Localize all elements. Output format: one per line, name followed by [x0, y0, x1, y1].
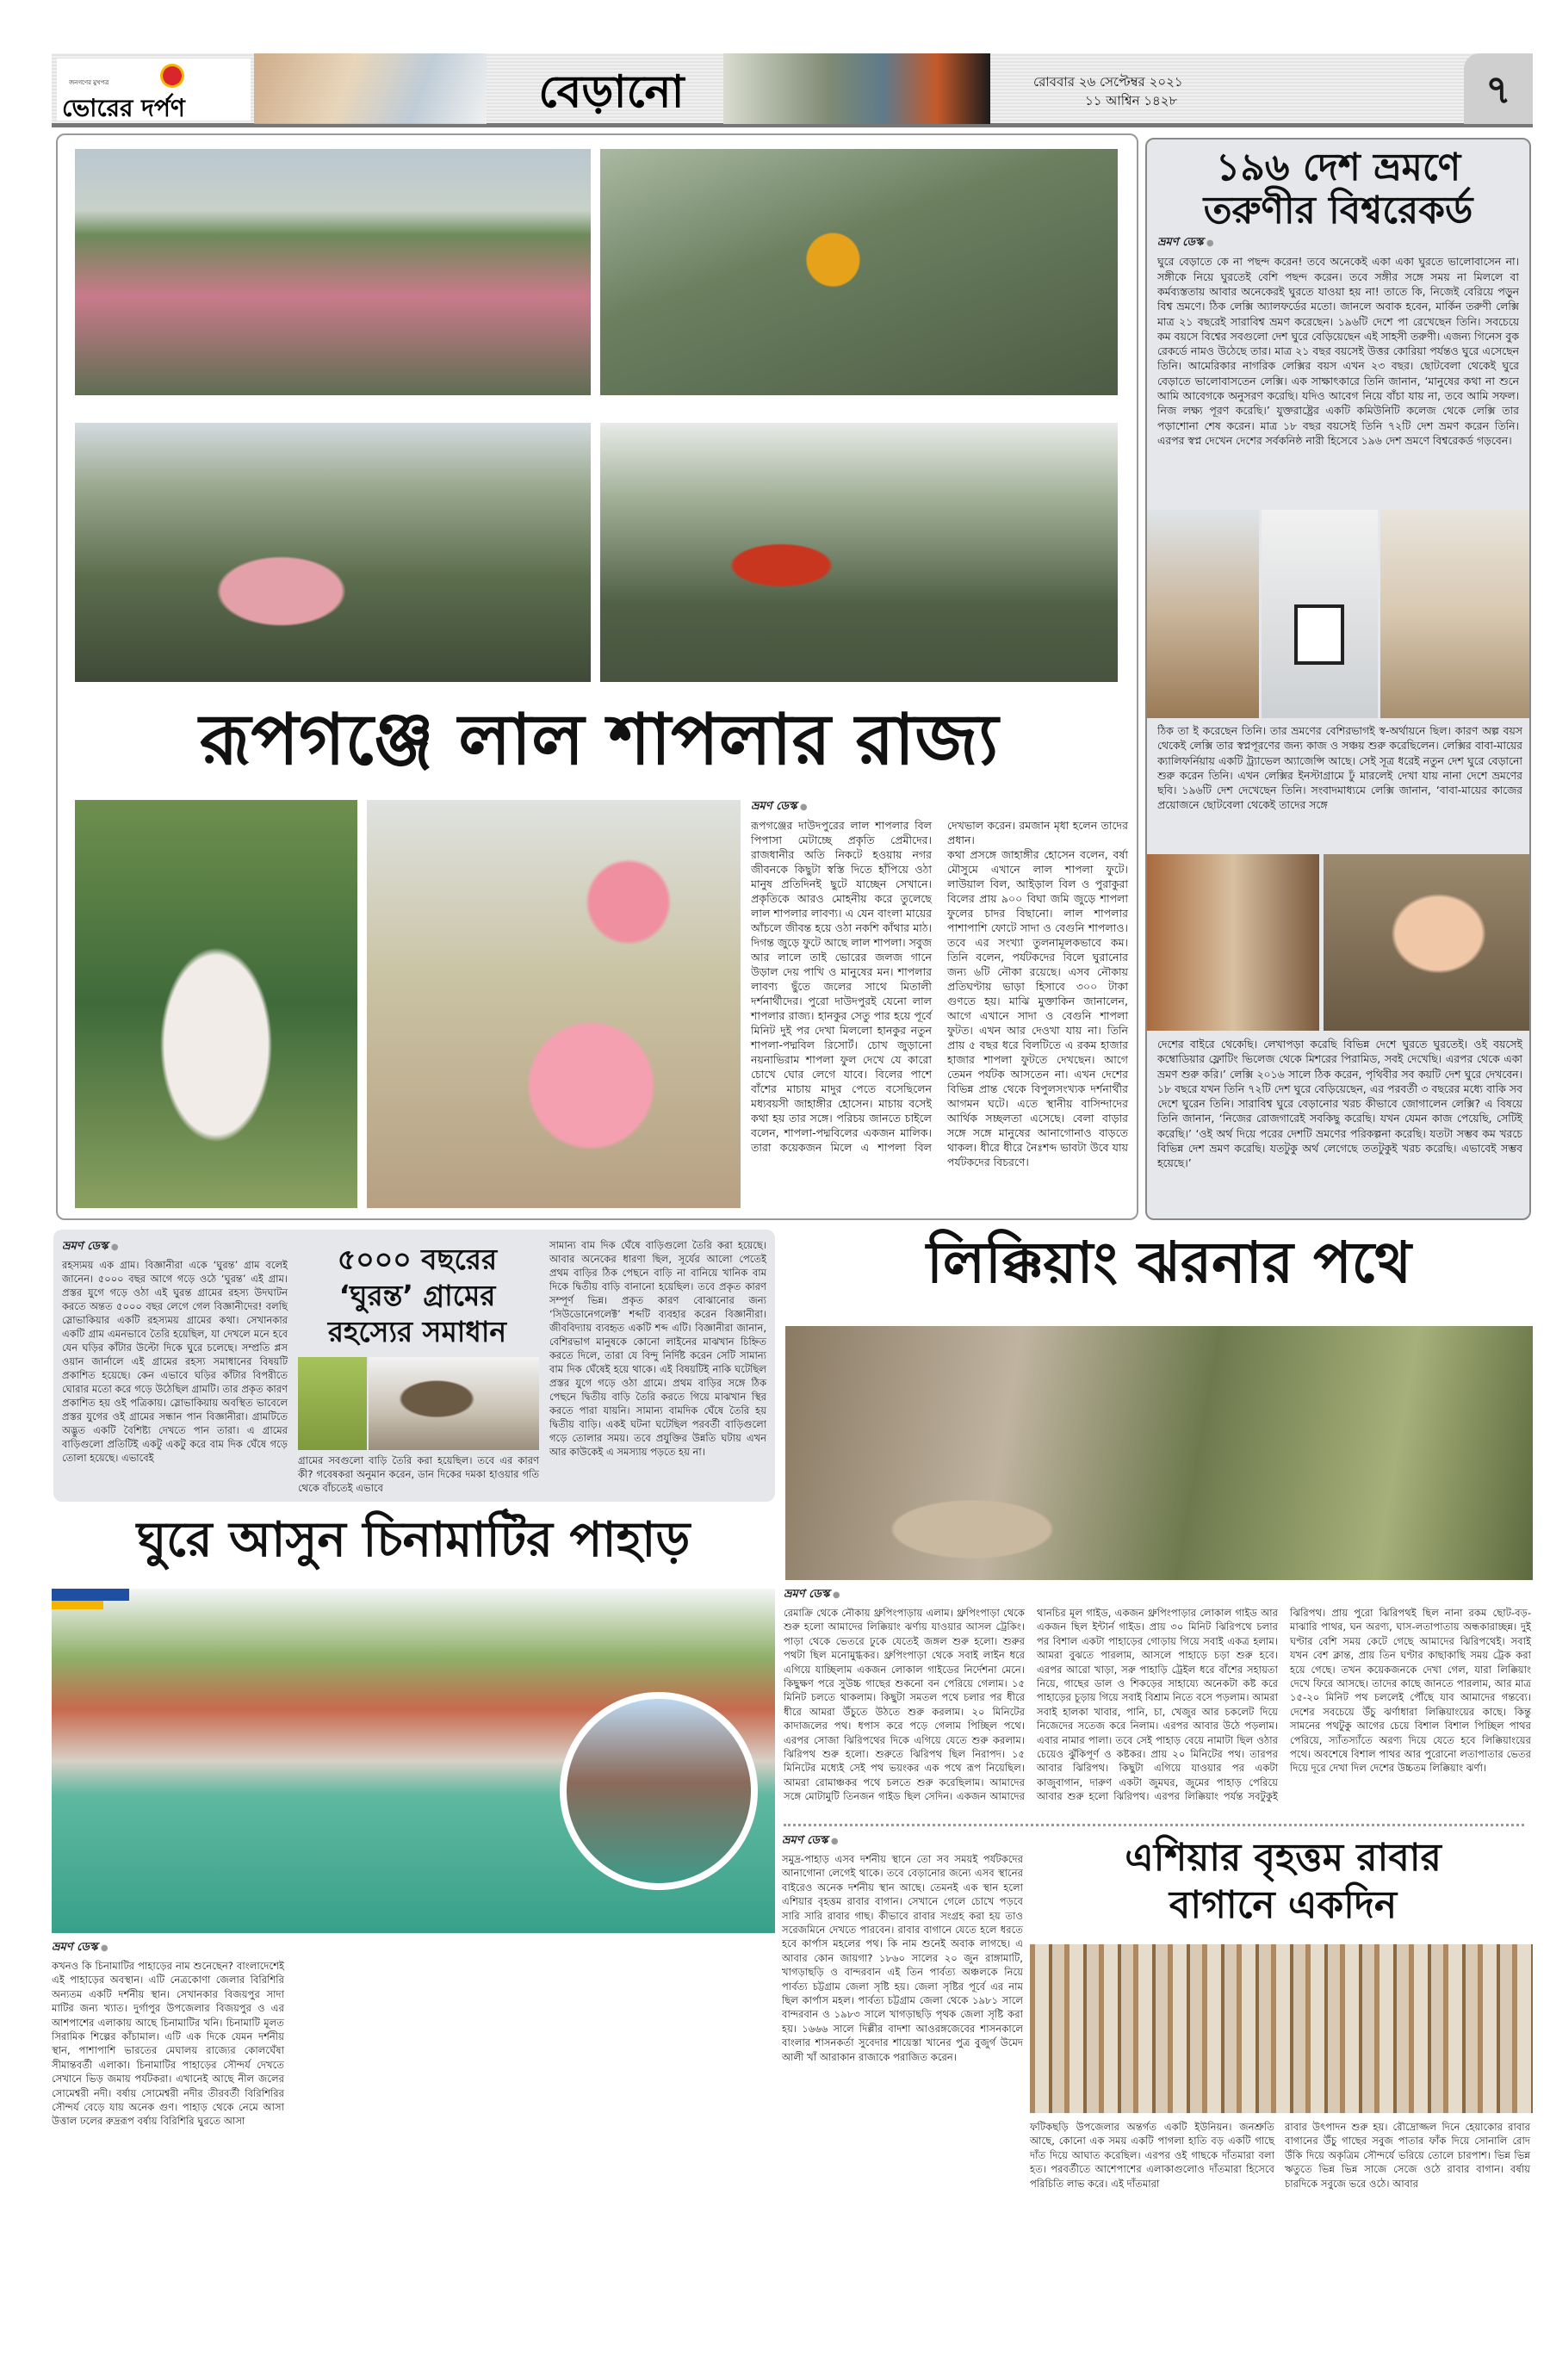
photo-girl-with-lotus	[365, 798, 742, 1210]
rubber-text	[782, 1832, 1023, 2353]
photo-lotus-woman-lying	[73, 798, 359, 1210]
lead-body-p2: কথা প্রসঙ্গে জাহাঙ্গীর হোসেন বলেন, বর্ষা মৌসুমে এখানে লাল শাপলা ফুটে। লাউয়াল বিল, আইড়াল বিল ও পুরাকুরা বিলের প্রায় ৯০০ বিঘা জমি জুড়ে শাপলা ফুলের চাদর বিছানো। লাল শাপলার পাশাপাশি ফোটে সাদা ও বেগুনি শাপলাও। তবে এর সংখ্যা তুলনামূলকভাবে কম। তিনি বলেন, পর্যটকদের বিলে ঘুরানোর জন্য ৬টি নৌকা রয়েছে। এসব নৌকায় প্রতিঘণ্টায় ভাড়া হিসাবে ৩০০ টাকা গুণতে হয়। মাঝি মুক্তাকিন জানালেন, আগে এখানে সাদা ও বেগুনি শাপলা ফুটত। এখন আর দেওখা যায় না। তিনি প্রায় ৫ বছর ধরে বিলটিতে এ রকম হাজার হাজার শাপলা ফুটতে দেখছেন। আগে তেমন পর্যটক আসতেন না। এখন দেশের বিভিন্ন প্রান্ত থেকে বিপুলসংখ্যক দর্শনার্থীর আগমন ঘটে। এতে স্থানীয় বাসিন্দাদের আর্থিক সচ্ছলতা এসেছে। বেলা বাড়ার সঙ্গে সঙ্গে মানুষের আনাগোনাও বাড়তে থাকল। ধীরে ধীরে নৈঃশব্দ ভাবটা উবে যায় পর্যটকদের বিচরণে।	[947, 848, 1128, 1168]
sun-icon	[160, 64, 184, 88]
waterfall-text	[784, 1586, 1531, 1819]
hill-headline: ঘুরে আসুন চিনামাটির পাহাড়	[136, 1512, 691, 1568]
sidebar-para-2: ঠিক তা ই করেছেন তিনি। তার ভ্রমণের বেশিরভাগই স্ব-অর্থায়নে ছিল। কারণ অল্প বয়স থেকেই লেক্সি তার স্বপ্নপূরণের জন্য কাজ ও সঞ্চয় শুরু করেছিলেন। লেক্সির বাবা-মায়ের ক্যালিফর্নিয়ায় একটি ট্র্যাভেল অ্যাজেন্সি আছে। সেই সূত্র ধরেই নতুন দেশ ঘুরে বেড়ানো শুরু করেন তিনি। এখন লেক্সির ইনস্টাগ্রামে ঢুঁ মারলেই দেখা যায় নানা দেশে ভ্রমণের ছবি। ১৯৬টি দেশ দেখেছেন তিনি। সংবাদমাধ্যমে লেক্সি জানান, ‘বাবা-মায়ের কাজের প্রয়োজনে ছোটবেলা থেকেই তাদের সঙ্গে	[1157, 724, 1522, 812]
sidebar-headline-2: তরুণীর বিশ্বরেকর্ড	[1203, 189, 1473, 233]
sidebar-byline: ভ্রমণ ডেস্ক ●	[1157, 234, 1519, 252]
logo[interactable]	[57, 59, 251, 121]
waterfall-byline: ভ্রমণ ডেস্ক ●	[784, 1586, 1531, 1604]
photo-thatched-huts	[369, 1357, 539, 1450]
photo-lexie-desert	[1147, 510, 1259, 718]
photo-lexie-guinness-certificate	[1262, 510, 1378, 718]
photo-trekking-trail	[785, 1326, 1533, 1580]
rubber-byline: ভ্রমণ ডেস্ক ●	[782, 1832, 1023, 1850]
village-col-2: গ্রামের সবগুলো বাড়ি তৈরি করা হয়েছিল। তবে এর কারণ কী? গবেষকরা অনুমান করেন, ডান দিকের দমকা হাওয়ার গতি থেকে বাঁচতেই এভাবে	[298, 1454, 539, 1494]
logo-tagline: জনগণের মুখপত্র	[69, 79, 109, 86]
date-line-2: ১১ আশ্বিন ১৪২৮	[1085, 93, 1178, 108]
photo-lotus-boat-children	[73, 147, 592, 397]
sidebar-para-3: দেশের বাইরে থেকেছি। লেখাপড়া করেছি বিভিন্ন দেশে ঘুরতে ঘুরতেই। ওই বয়সেই কম্বোডিয়ার ফ্লোটিং ভিলেজ থেকে মিশরের পিরামিড, সবই দেখেছি। এরপর থেকে একা ভ্রমণ শুরু করি।’ লেক্সি ২০১৬ সালে ঠিক করেন, পৃথিবীর সব কয়টি দেশ ঘুরে দেখবেন। ১৮ বছরে যখন তিনি ৭২টি দেশ ঘুরে বেড়িয়েছেন, এর পরবর্তী ৩ বছরের মধ্যে বাকি সব দেশে ঘুরেন তিনি। সারাবিশ্ব ঘুরে বেড়ানোর খরচ কীভাবে জোগালেন লেক্সি? এ বিষয়ে তিনি জানান, ‘নিজের রোজগারেই সবকিছু করেছি। যখন যেমন কাজ পেয়েছি, সেটিই করেছি।’ ‘ওই অর্থ দিয়ে পরের দেশটি ভ্রমণের পরিকল্পনা করেছি। যতটা সম্ভব কম খরচে বিভিন্ন দেশ ভ্রমণ করেছি। যতটুকু অর্থ লেগেছে ততটুকুই খরচ করেছি। এভাবেই সম্ভব হয়েছে।’	[1157, 1038, 1522, 1170]
photo-lexie-horse	[1380, 510, 1531, 718]
sidebar-para-1: ঘুরে বেড়াতে কে না পছন্দ করেন! তবে অনেকেই একা একা ঘুরতে ভালোবাসেন না। সঙ্গীকে নিয়ে ঘুরতেই বেশি পছন্দ করেন। তবে সঙ্গীর সঙ্গে সময় না মিললে বা কর্মব্যস্ততায় আবার অনেকেরই ঘুরতে যাওয়া হয় না! তাতে কি, নিজেই বেরিয়ে পড়ুন বিশ্ব ভ্রমণে। ঠিক লেক্সি অ্যালফর্ডের মতো। জানলে অবাক হবেন, মার্কিন তরুণী লেক্সি মাত্র ২১ বছরেই সারাবিশ্ব ভ্রমণ করেছেন। ১৯৬টি দেশে পা রেখেছেন তিনি। সবচেয়ে কম বয়সে বিশ্বের সবগুলো দেশ ঘুরে বেড়িয়েছেন এই সাহসী তরুণী। এজন্য গিনেস বুক রেকর্ডে নামও উঠেছে তার। মাত্র ২১ বছর বয়সেই উত্তর কোরিয়া পর্যন্তও ঘুরে এসেছেন তিনি। আমেরিকার নাগরিক লেক্সির বয়স এখন ২৩ বছর। ছোটবেলা থেকেই ঘুরে বেড়াতে ভালোবাসতেন লেক্সি। এক সাক্ষাৎকারে তিনি জানান, ‘মানুষের কথা না শুনে আমি আবেগকে অনুসরণ করেছি। যদিও আবেগ নিয়ে বাঁচা যায় না, তবে আমি সফল। নিজ লক্ষ্য পূরণ করেছি।’ যুক্তরাষ্ট্রের একটি কমিউনিটি কলেজ থেকে লেক্সি তার পড়াশোনা শেষ করেন। মাত্র ১৮ বছর বয়সেই তিনি ৭২টি দেশ ভ্রমণ করেন তিনি। এরপর স্বপ্ন দেখেন দেশের সর্বকনিষ্ঠ নারী হিসেবে ১৯৬ দেশ ভ্রমণে বিশ্বরেকর্ড গড়বেন।	[1157, 255, 1519, 447]
village-headline-3: রহস্যের সমাধান	[327, 1315, 507, 1348]
accent-yellow-bar	[52, 1601, 103, 1609]
photo-china-clay-hill	[52, 1589, 775, 1933]
rubber-col-a: ফটিকছড়ি উপজেলার অন্তর্গত একটি ইউনিয়ন। জনশ্রুতি আছে, কোনো এক সময় একটি পাগলা হাতি বড় একটি গাছে দাঁত দিয়ে আঘাত করেছিল। এরপর ওই গাছকে দাঁতমারা বলা হত। পরবর্তীতে আশেপাশের এলাকাগুলোও দাঁতমারা হিসেবে পরিচিতি লাভ করে। এই দাঁতমারা	[1030, 2121, 1274, 2190]
rubber-headline-2: বাগানে একদিন	[1169, 1883, 1398, 1927]
hill-body: কখনও কি চিনামাটির পাহাড়ের নাম শুনেছেন? বাংলাদেশেই এই পাহাড়ের অবস্থান। এটি নেত্রকোণা জেলার বিরিশিরি অন্যতম একটি দর্শনীয় স্থান। সেখানকার বিজয়পুর সাদা মাটির জন্য খ্যাত। দুর্গাপুর উপজেলার বিজয়পুর ও এর আশপাশের এলাকায় আছে চিনামাটির খনি। চিনামাটি মূলত সিরামিক শিল্পের কাঁচামাল। এটি এক দিকে যেমন দর্শনীয় স্থান, পাশাপাশি ভারতের মেঘালয় রাজ্যের কোলঘেঁষা সীমান্তবর্তী এলাকা। চিনামাটির পাহাড়ের সৌন্দর্য দেখতে সেখানে ভিড় জমায় পর্যটকরা। এখানেই আছে নীল জলের সোমেশ্বরী নদী। বর্ষায় সোমেশ্বরী নদীর তীরবর্তী বিরিশিরির সৌন্দর্য বেড়ে যায় অনেক গুণ। পাহাড় থেকে নেমে আসা উত্তাল ঢলের রুদ্ররূপ বর্ষায় বিরিশিরি ঘুরতে আসা	[52, 1960, 284, 2128]
photo-lotus-woman-glasses	[73, 421, 592, 684]
lead-headline: রূপগঞ্জে লাল শাপলার রাজ্য	[199, 699, 999, 781]
sidebar-story	[1145, 138, 1531, 1220]
photo-lexie-window	[1147, 854, 1319, 1031]
sidebar-headline-1: ১৯৬ দেশ ভ্রমণে	[1215, 146, 1461, 189]
photo-stonehenge	[298, 1357, 367, 1450]
rubber-col-b: রাবার উৎপাদন শুরু হয়। রৌদ্রোজ্জল দিনে হেয়াকোর রাবার বাগানের উঁচু গাছের সবুজ পাতার ফাঁক দিয়ে সোনালি রোদ উঁকি দিয়ে অকৃত্রিম সৌন্দর্যে ভরিয়ে তোলে চারপাশ। ভিন্ন ভিন্ন ঋতুতে ভিন্ন ভিন্ন সাজে সেজে ওঠে রাবার বাগান। বর্ষায় চারদিকে সবুজে ভরে ওঠে। আবার	[1285, 2121, 1530, 2190]
lead-byline: ভ্রমণ ডেস্ক ●	[751, 798, 1128, 816]
waterfall-headline: লিক্কিয়াং ঝরনার পথে	[926, 1230, 1412, 1296]
lead-body-p1: রূপগঞ্জের দাউদপুরের লাল শাপলার বিল পিপাসা মেটাচ্ছে প্রকৃতি প্রেমীদের। রাজধানীর অতি নিকটে হওয়ায় নগর জীবনকে কিছুটা স্বস্তি দিতে হাঁপিয়ে ওঠা মানুষ প্রতিদিনই ছুটে যাচ্ছেন সেখানে। প্রকৃতিকে আরও মোহনীয় করে তুলেছে লাল শাপলার লাবণ্য। এ যেন বাংলা মায়ের আঁচলে জীবন্ত হয়ে ওঠা নকশি কাঁথার মাঠ। দিগন্ত জুড়ে ফুটে আছে লাল শাপলা। সবুজ আর লালে তাই ভোরের জলজ গানে উড়াল দেয় পাখি ও মানুষের মন। শাপলার লাবণ্য ছুঁতে জলের সাথে মিতালী দর্শনার্থীদের। পুরো দাউদপুরই যেনো লাল শাপলার রাজ্য। হানকুর সেতু পার হয়ে পূর্বে মিনিট দুই পর দেখা মিললো হানকুর নতুন শাপলা-পদ্মবিল রিসোর্ট। চোখ জুড়ানো নয়নাভিরাম শাপলা ফুল দেখে যে কারো চোখে ঘোর লেগে যাবে। বিলের পাশে বাঁশের মাচায় মাদুর পেতে বসেছিলেন মধ্যবয়সী জাহাঙ্গীর হোসেন। মাচায় বসেই কথা হয় তার সঙ্গে। পরিচয় জানতে চাইলে বলেন, শাপলা-পদ্মবিলের একজন মালিক। তারা কয়েকজন মিলে এ শাপলা বিল দেখভাল করেন। রমজান মৃধা হলেন তাদের প্রধান।	[751, 819, 1128, 1154]
lead-story	[56, 133, 1138, 1220]
photo-lotus-woman-boat	[598, 147, 1119, 397]
masthead-photo-right	[723, 53, 990, 124]
inset-photo-lake	[560, 1692, 758, 1890]
village-story	[53, 1230, 775, 1502]
hill-byline: ভ্রমণ ডেস্ক ●	[52, 1939, 775, 1957]
masthead	[52, 53, 1533, 127]
waterfall-body: রেমাক্রি থেকে নৌকায় থ্রুপিংপাড়ায় এলাম। থ্রুপিংপাড়া থেকে শুরু হলো আমাদের লিক্কিয়াং ঝর্ণায় যাওয়ার আসল ট্রেকিং। পাড়া থেকে ভেতরে ঢুকে যেতেই জঙ্গল শুরু হলো। শুরুর পথটা ছিল মনোমুগ্ধকর। থ্রুপিংপাড়া থেকে সবাই লাইন ধরে এগিয়ে যাচ্ছিলাম একজন লোকাল গাইডের নির্দেশনা মেনে। কিছুক্ষণ পরে সুউচ্চ গাছের শুকনো বন পেরিয়ে গেলাম। ১৫ মিনিট চলতে থাকলাম। কিছুটা সমতল পথে চলার পর ধীরে ধীরে আমরা উঁচুতে উঠতে শুরু করলাম। ২০ মিনিটের কাদাজলের পথ। ধপাস করে পড়ে গেলাম পিচ্ছিল পথে। এরপর সোজা ঝিরিপথের দিকে এগিয়ে যেতে শুরু করলাম। ঝিরিপথ শুরু হলো। শুরুতে ঝিরিপথ ছিল নিরাপদ। ১৫ মিনিটের মধ্যেই সেই পথ ভয়ংকর এক পথে রূপ নিয়েছিল। আমরা রোমাঞ্চকর পথে চলতে শুরু করেছিলাম। আমাদের সঙ্গে মোটামুটি তিনজন গাইড ছিল সেদিন। একজন আমাদের থানচির মূল গাইড, একজন থ্রুপিংপাড়ার লোকাল গাইড আর একজন ছিল ইন্টার্ন গাইড। প্রায় ৩০ মিনিট ঝিরিপথে চলার পর বিশাল একটা পাহাড়ের গোড়ায় গিয়ে সবাই একত্র হলাম। আমরা বুঝতে পারলাম, আসলে পাহাড়ে চড়া শুরু হবে। এরপর আরো খাড়া, সরু পাহাড়ি ট্রেইল ধরে বাঁশের সহায়তা নিয়ে, গাছের ডাল ও শিকড়ের সাহায্যে অনেকটা কষ্ট করে পাহাড়ের চূড়ায় গিয়ে সবাই বিশ্রাম নিতে বসে পড়লাম। আমরা সবাই হালকা খাবার, পানি, চা, খেজুর আর চকলেট দিয়ে নিজেদের সতেজ করে নিলাম। এরপর আবার উঠে পড়লাম। এবার নামার পালা। তবে সেই পাহাড় বেয়ে নামাটা ছিল ওঠার চেয়েও ঝুঁকিপূর্ণ ও কষ্টকর। প্রায় ২০ মিনিটের পথ। তারপর আবার ঝিরিপথ। কিছুটা এগিয়ে যাওয়ার পর একটা কাজুবাগান, দারুণ একটা জুমঘর, জুমের পাহাড় পেরিয়ে আবার শুরু হলো ঝিরিপথ। এরপর লিক্কিয়াং পর্যন্ত সবটুকুই ঝিরিপথ। প্রায় পুরো ঝিরিপথই ছিল নানা রকম ছোট-বড়-মাঝারি পাথর, ঘন অরণ্য, ঘাস-লতাপাতায় অন্ধকারাচ্ছন্ন। দুই ঘণ্টার বেশি সময় কেটে গেছে আমাদের ঝিরিপথেই। সবাই যখন বেশ ক্লান্ত, প্রায় তিন ঘণ্টার কাছাকাছি সময় ট্রেক করা হয়ে গেছে। তখন কয়েকজনকে দেখা গেল, যারা লিক্কিয়াং দেখে ফিরে আসছে। তাদের কাছে জানতে পারলাম, আর মাত্র ১৫-২০ মিনিট পথ চললেই পৌঁছে যাব আমাদের গন্তব্যে। দেশের সবচেয়ে উঁচু ঝর্ণাধারা লিক্কিয়াংয়ের কাছে। কিন্তু সামনের পথটুকু আগের চেয়ে বিশাল বিশাল পিচ্ছিল পাথর পেরিয়ে, স্যাঁতস্যাঁতে অরণ্য দিয়ে যেতে হবে লিক্কিয়াংয়ের পথে। অবশেষে বিশাল পাথর আর পুরোনো লতাপাতার ভেতর দিয়ে দূরে দেখা দিল দেশের উচ্চতম লিক্কিয়াং ঝর্ণা।	[784, 1607, 1531, 1803]
masthead-photo-left	[254, 53, 487, 124]
photo-lotus-woman-red	[598, 421, 1119, 684]
section-title: বেড়ানো	[538, 66, 685, 118]
village-headline-2: ‘ঘুরন্ত’ গ্রামের	[338, 1279, 496, 1312]
photo-rubber-trees	[1030, 1944, 1533, 2113]
village-byline: ভ্রমণ ডেস্ক ●	[62, 1238, 288, 1256]
rubber-body: সমুদ্র-পাহাড় এসব দর্শনীয় স্থানে তো সব সময়ই পর্যটকদের আনাগোনা লেগেই থাকে। তবে বেড়ানোর জন্যে এসব স্থানের বাইরেও অনেক দর্শনীয় স্থান আছে। তেমনই এক স্থান হলো এশিয়ার বৃহত্তম রাবার বাগান। সেখানে গেলে চোখে পড়বে সারি সারি রাবার গাছ। কীভাবে রাবার সংগ্রহ করা হয় তাও সরেজমিনে দেখতে পারবেন। রাবার বাগানে যেতে হলে ধরতে হবে কার্পাস মহলের পথ। কি নাম শুনেই অবাক লাগছে। এ আবার কোন জায়গা? ১৮৬০ সালের ২০ জুন রাঙ্গামাটি, খাগড়াছড়ি ও বান্দরবান এই তিন পার্বত্য অঞ্চলকে নিয়ে পার্বত্য চট্টগ্রাম জেলা সৃষ্টি হয়। জেলা সৃষ্টির পূর্বে এর নাম ছিল কার্পাস মহল। পার্বত্য চট্টগ্রাম জেলা থেকে ১৯৮১ সালে বান্দরবান ও ১৯৮৩ সালে খাগড়াছড়ি পৃথক জেলা সৃষ্টি করা হয়। ১৬৬৬ সালে দিল্লীর বাদশা আওরঙ্গজেবের শাসনকালে বাংলার শাসনকর্তা সুবেদার শায়েস্তা খানের পুত্র বুজুর্গ উমেদ আলী খাঁ আরাকান রাজাকে পরাজিত করেন।	[782, 1853, 1023, 2063]
divider	[784, 1824, 1524, 1826]
logo-text: ভোরের দর্পণ	[62, 94, 185, 122]
rubber-headline-1: এশিয়ার বৃহত্তম রাবার	[1125, 1836, 1442, 1880]
accent-blue-bar	[52, 1589, 129, 1601]
lead-story-text	[751, 798, 1128, 1212]
page-number: ৭	[1485, 66, 1511, 113]
certificate-icon	[1294, 604, 1344, 665]
date-line-1: রোববার ২৬ সেপ্টেম্বর ২০২১	[1033, 74, 1183, 90]
village-col-3: সামান্য বাম দিক ঘেঁষে বাড়িগুলো তৈরি করা হয়েছে। আবার অনেকের ধারণা ছিল, সূর্যের আলো পেতেই প্রথম বাড়ির ঠিক পেছনে বাড়ি না বানিয়ে খানিক বাম দিকে দ্বিতীয় বাড়ি বানানো হয়েছিল। তবে প্রকৃত কারণ সম্পূর্ণ ভিন্ন। প্রকৃত কারণ বোঝানোর জন্য ‘সিউডোনেগলেক্ট’ শব্দটি ব্যবহার করেন বিজ্ঞানীরা। জীববিদ্যায় ব্যবহৃত একটি শব্দ এটি। বিজ্ঞানীরা জানান, বেশিরভাগ মানুষকে কোনো লাইনের মাঝখান চিহ্নিত করতে দিলে, তারা যে বিন্দু নির্দিষ্ট করেন সেটি সামান্য বাম দিক ঘেঁষেই হয়ে থাকে। এই বিষয়টিই নাকি ঘটেছিল প্রস্তর যুগে গড়ে ওঠা গ্রামে। প্রথম বাড়ির সঙ্গে ঠিক পেছনে দ্বিতীয় বাড়ি তৈরি করতে গিয়ে মাঝখান স্থির করতে পারা যায়নি। সামান্য বামদিক ঘেঁষে তৈরি হয় দ্বিতীয় বাড়ি। একই ঘটনা ঘটেছিল পরবর্তী বাড়িগুলো গড়ে তোলার সময়। তবে প্রযুক্তির উন্নতি ঘটায় এখন আর কাউকেই এ সমস্যায় পড়তে হয় না।	[549, 1239, 766, 1458]
photo-lexie-snake	[1324, 854, 1531, 1031]
village-col-1: রহস্যময় এক গ্রাম। বিজ্ঞানীরা একে ‘ঘুরন্ত’ গ্রাম বলেই জানেন। ৫০০০ বছর আগে গড়ে ওঠে ‘ঘুরন্ত’ এই গ্রাম। প্রস্তর যুগে গড়ে ওঠা এই ঘুরন্ত গ্রামের রহস্য উদঘাটন করতে অন্তত ৫০০০ বছর লেগে গেল বিজ্ঞানীদের! বলছি স্লোভাকিয়ার একটি রহস্যময় গ্রামের কথা। সেখানকার একটি গ্রাম এমনভাবে তৈরি হয়েছিল, যা দেখলে মনে হবে যেন ঘড়ির কাঁটার উল্টো দিকে ঘুরে চলেছে। সম্প্রতি প্লস ওয়ান জার্নালে এই গ্রামের রহস্য সমাধানের বিষয়টি প্রকাশিত হয়েছে। কেন এভাবে ঘড়ির কাঁটার বিপরীতে ঘোরার মতো করে গড়ে উঠেছিল গ্রামটি। তার প্রকৃত কারণ প্রকাশিত হয় ওই পত্রিকায়। স্লোভাকিয়ায় অবস্থিত ভাবেলে প্রস্তর যুগের ওই গ্রামের সন্ধান পান বিজ্ঞানীরা। গ্রামটিতে অদ্ভুত একটি বৈশিষ্ট্য দেখতে পান তারা। এ গ্রামের বাড়িগুলো প্রতিটিই একটু একটু করে বাম দিক ঘেঁষে গড়ে তোলা হয়েছে। এভাবেই	[62, 1259, 288, 1464]
village-headline-1: ৫০০০ বছরের	[337, 1243, 498, 1276]
hill-text	[52, 1939, 775, 2352]
